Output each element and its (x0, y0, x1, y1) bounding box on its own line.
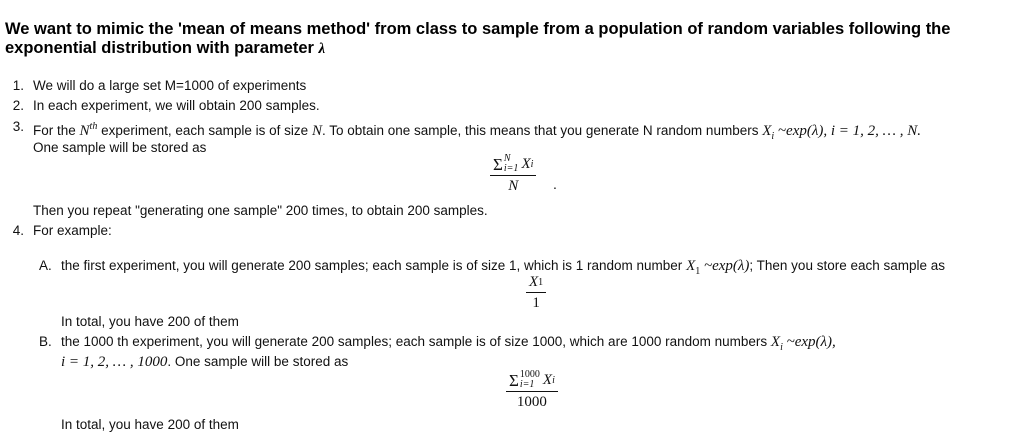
list-number: 1. (12, 78, 24, 93)
sum-lower-limit: i=1 (503, 163, 519, 174)
sigma-symbol: Σ (493, 154, 503, 174)
text-segment: For the (33, 123, 80, 138)
math-var: N (311, 123, 322, 139)
list-number: 2. (12, 98, 24, 113)
sum-lower-limit: i=1 (519, 379, 535, 390)
sigma-symbol: Σ (509, 370, 519, 390)
problem-heading (5, 20, 1015, 59)
sum-upper-limit: 1000 (519, 369, 540, 380)
heading-text: We want to mimic the 'mean of means method' from class to sample from a population of random variables following the exponential distribution with parameter (5, 20, 951, 57)
text-segment: the 1000 th experiment, you will generate 200 samples; each sample is of size 1000, which are 1000 random numbers (61, 334, 771, 349)
list-number: 3. (12, 119, 24, 134)
math-subscript: 1 (538, 277, 544, 288)
list-item-text: For example: (33, 223, 112, 238)
text-segment: ; Then you store each sample as (749, 258, 946, 273)
text-segment: the first experiment, you will generate 200 samples; each sample is of size 1, which is 1 random number (61, 258, 687, 273)
sum-upper-limit: N (503, 153, 511, 164)
math-superscript: th (89, 121, 98, 132)
math-var: X (521, 155, 531, 172)
math-var: X (770, 334, 781, 350)
math-subscript: i (530, 158, 534, 170)
math-var: X (542, 371, 553, 388)
math-expression: ~exp(λ) (700, 258, 750, 274)
math-var: N (79, 123, 90, 139)
mean-formula (490, 154, 536, 195)
sublist-letter: B. (39, 334, 52, 349)
list-number: 4. (12, 223, 24, 238)
sublist-total: In total, you have 200 of them (61, 417, 239, 432)
list-item-text: In each experiment, we will obtain 200 samples. (33, 98, 320, 113)
math-var: X (529, 274, 539, 290)
distribution-math (770, 334, 836, 353)
sublist-letter: A. (39, 258, 52, 273)
math-subscript: 1 (695, 266, 701, 277)
distribution-math (686, 258, 750, 277)
math-expression: ~exp(λ), (782, 334, 836, 350)
list-item-line: One sample will be stored as (33, 140, 207, 155)
math-subscript: i (552, 374, 555, 386)
text-segment: . To obtain one sample, this means that you generate N random numbers (321, 123, 763, 138)
sample-mean-formula (506, 370, 558, 411)
fraction-denominator: 1000 (516, 394, 547, 410)
math-expression: ~exp(λ), i = 1, 2, … , N. (774, 123, 921, 139)
math-subscript: i (771, 131, 775, 142)
lambda-symbol: λ (318, 41, 326, 57)
math-var: X (762, 123, 772, 139)
math-var: X (686, 258, 696, 274)
fraction-denominator: N (508, 178, 519, 194)
index-range-math: i = 1, 2, … , 1000 (61, 354, 168, 370)
distribution-math (762, 123, 921, 142)
fraction-denominator: 1 (532, 295, 540, 311)
nth-math (80, 123, 98, 139)
sublist-item-text (61, 257, 945, 280)
sublist-total: In total, you have 200 of them (61, 314, 239, 329)
text-segment: experiment, each sample is of size (97, 123, 312, 138)
list-item-text: We will do a large set M=1000 of experiments (33, 78, 307, 93)
single-sample-formula (526, 274, 546, 312)
text-segment: . One sample will be stored as (167, 354, 349, 369)
list-item-line: Then you repeat "generating one sample" 200 times, to obtain 200 samples. (33, 203, 488, 218)
math-subscript: i (780, 342, 783, 353)
formula-period: . (553, 176, 557, 192)
sublist-item-line (61, 353, 348, 371)
